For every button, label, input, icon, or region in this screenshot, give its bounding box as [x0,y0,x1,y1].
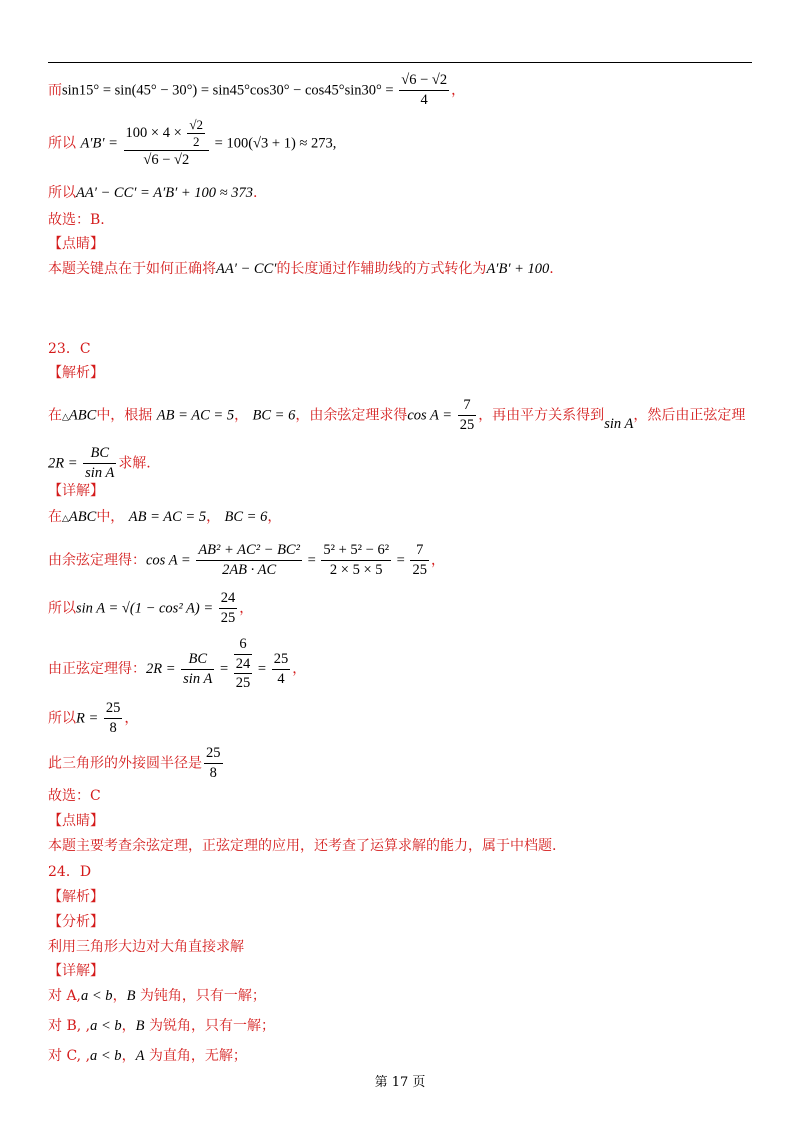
q24-jiexi: 【解析】 [48,889,104,905]
punct: . [253,185,258,201]
text-suoyi: 所以 [48,135,76,152]
var: B [135,1018,145,1034]
punct: ， [234,407,249,424]
var: B [126,988,136,1004]
den: 8 [209,765,217,781]
q23-dianjing: 【点睛】 [48,813,104,829]
expr: a < b [90,1048,122,1064]
q24-fenxi: 【分析】 [48,914,104,930]
eq: AB = AC = 5 [156,407,235,424]
text: ，由余弦定理求得 [295,407,408,424]
eq: BC = 6 [224,509,268,525]
text: 对 C, , [48,1048,91,1064]
den: 4 [277,670,285,687]
triangle-icon: △ [62,412,69,423]
text: 本题关键点在于如何正确将 [48,261,216,277]
q23-analysis-1 [48,397,745,434]
q24-option-a [48,986,266,1006]
punct: ， [121,1048,136,1064]
cos-a: cos A = [407,407,456,424]
q23-heading: 23．C [48,341,91,357]
expr: a < b [90,1018,122,1034]
q23-jiexi: 【解析】 [48,365,104,381]
punct: ， [121,1018,136,1034]
num: BC [83,445,116,464]
eq-sign: = [303,552,320,569]
sin15-numerator: √6 − √2 [399,72,449,91]
header-rule [48,62,752,63]
punct: ， [206,509,221,525]
q23-dianjing-text: 本题主要考查余弦定理，正弦定理的应用，还考查了运算求解的能力，属于中档题. [48,838,557,854]
q24-option-b [48,1016,275,1036]
ab-num-a: 100 × 4 × [125,124,186,141]
q23-step3 [48,590,253,627]
ab-denominator: √6 − √2 [143,152,190,168]
text: 所以 [48,600,76,617]
text-suoyi: 所以 [48,185,76,201]
punct: ， [112,988,127,1004]
answer-c: 故选：C [48,788,101,804]
ab-fraction [124,118,210,169]
punct: . [549,261,554,277]
text: 的长度通过作辅助线的方式转化为 [276,261,487,277]
text: 求解. [118,455,151,472]
text: 由余弦定理得： [48,552,146,569]
frac1 [181,651,214,688]
frac3 [410,542,429,579]
punct: ， [267,509,282,525]
frac2 [234,636,253,692]
num: AB² + AC² − BC² [196,542,302,561]
punct: ， [239,600,254,617]
frac3 [272,651,291,688]
triangle-icon: △ [62,514,69,524]
num: 7 [410,542,429,561]
num: 5² + 5² − 6² [321,542,391,561]
text: ，然后由正弦定理 [633,407,746,424]
text: 对 A, [48,988,82,1004]
cos-frac [458,397,477,434]
punct: ， [430,552,445,569]
num: 24 [219,590,238,609]
punct: ， [292,661,307,677]
eq: BC = 6 [252,407,296,424]
dianjing-text [48,259,554,279]
text: 中，根据 [96,407,153,424]
sin15-line [48,72,465,109]
aa-cc-line [48,183,257,203]
punct: ， [124,710,139,727]
lhs: 2R = [48,455,82,472]
q23-step1 [48,507,281,529]
sqrt2: √2 [189,117,204,132]
num: 6 [234,636,253,655]
frac [204,745,223,782]
text: 此三角形的外接圆半径是 [48,755,202,772]
sin15-denominator: 4 [420,92,428,108]
expr: AA′ − CC′ [216,261,277,277]
den-a: 24 [235,656,251,672]
abc: ABC [68,509,97,525]
abc: ABC [68,407,97,424]
frac [83,445,116,482]
frac [219,590,238,627]
aa-cc-expression: AA′ − CC′ = A′B′ + 100 ≈ 373 [76,185,254,201]
num: 25 [104,700,123,719]
num: 25 [204,745,223,764]
num: 7 [458,397,477,416]
q23-step6 [48,745,225,782]
text: 对 B, , [48,1018,91,1034]
den: sin A [85,465,115,481]
q24-xiangjie: 【详解】 [48,963,104,979]
expr: sin A = √(1 − cos² A) = [76,600,217,617]
num: BC [181,651,214,670]
q23-step4: 由正弦定理得：2R = $\frac{BC}{\text{sin A}}$ = 6 24 25 = $\frac{25}{4}$ ， [48,636,307,691]
text: 所以 [48,710,76,727]
den: 25 [220,610,236,626]
expr: a < b [81,988,113,1004]
q23-analysis-2 [48,445,151,482]
text: 为锐角，只有一解； [144,1018,275,1034]
q24-option-c [48,1046,247,1066]
frac [104,700,123,737]
q24-heading: 24．D [48,864,92,880]
den-b: 25 [235,675,251,691]
q23-step5 [48,700,138,737]
frac2 [321,542,391,579]
den: 2AB · AC [222,562,277,578]
ab-line [48,118,336,169]
answer-b: 故选：B. [48,212,105,228]
ab-lhs: A′B′ = [80,135,122,152]
eq-sign: = [393,552,409,569]
lhs: R = [76,710,102,727]
expr: A′B′ + 100 [486,261,550,277]
den: 8 [109,720,117,736]
lhs: 2R = [146,661,180,677]
ab-numerator [124,118,210,151]
text-er: 而 [48,82,62,99]
lhs: cos A = [146,552,195,569]
section-dianjing: 【点睛】 [48,236,104,252]
q24-analysis-text: 利用三角形大边对大角直接求解 [48,939,244,955]
text: 在 [48,407,62,424]
text: 中， [96,509,125,525]
frac1 [196,542,302,579]
q23-step2 [48,542,445,579]
text: 由正弦定理得： [48,661,146,677]
var: A [135,1048,145,1064]
text: 为直角，无解； [144,1048,247,1064]
eq: AB = AC = 5 [128,509,207,525]
den: 25 [412,562,427,578]
text: 为钝角，只有一解； [135,988,266,1004]
ab-rhs: = 100(√3 + 1) ≈ 273, [211,135,337,152]
sin15-expression: sin15° = sin(45° − 30°) = sin45°cos30° − cos45°sin30° = [62,82,398,99]
punct: ， [451,82,466,99]
sin-a: sin A [604,415,634,432]
den: 25 [459,417,475,433]
den: 2 × 5 × 5 [329,562,383,578]
num: 25 [272,651,291,670]
page-number: 第 17 页 [374,1075,426,1090]
text: 在 [48,509,62,525]
two: 2 [192,134,200,149]
text: ，再由平方关系得到 [478,407,605,424]
sqrt2-over-2 [187,118,205,149]
q23-xiangjie: 【详解】 [48,483,104,499]
sin15-fraction [399,72,449,109]
den: sin A [183,670,213,687]
